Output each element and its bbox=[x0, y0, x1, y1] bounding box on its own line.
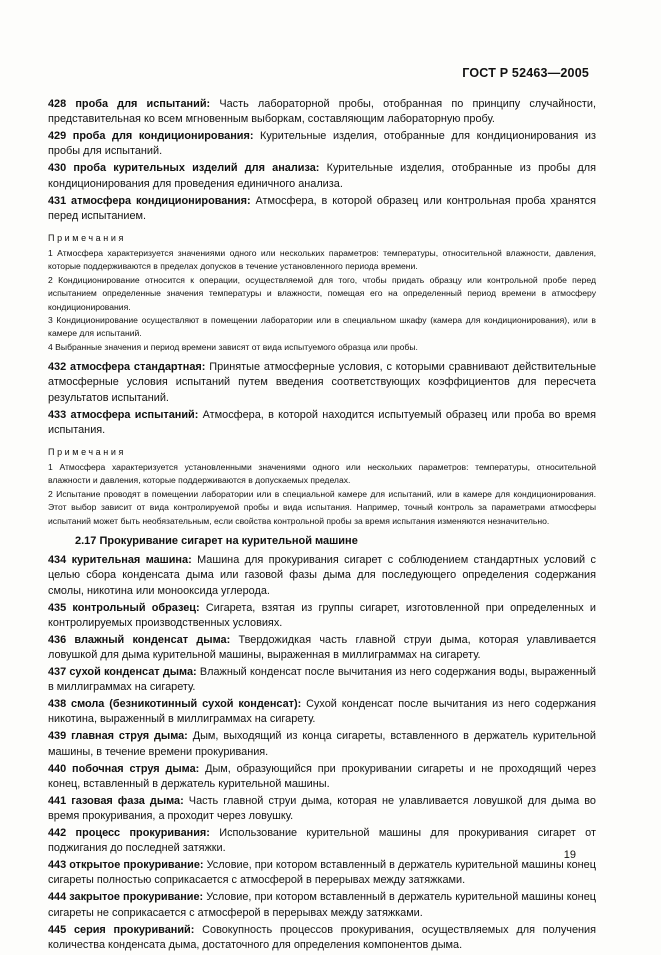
notes-heading: Примечания bbox=[48, 233, 126, 244]
definitions-block-2 bbox=[48, 360, 596, 438]
notes-block-2 bbox=[48, 446, 596, 528]
note-item: 4 Выбранные значения и период времени зависят от вида испытуемого образца или пробы. bbox=[48, 341, 418, 352]
definitions-block-1 bbox=[48, 97, 596, 224]
definition-text: Курительные изделия, отобранные для кондиционирования из пробы для испытаний. bbox=[48, 130, 596, 158]
definition-text: Часть лабораторной пробы, отобранная по принципу случайности, представительная ко всем мгновенным выборкам, составляющим лабораторную пробу. bbox=[48, 98, 596, 126]
definition-text: Сухой конденсат после вычитания из него содержания никотина, выраженный в миллиграммах на сигарету. bbox=[48, 698, 596, 726]
definition-entry bbox=[48, 890, 596, 920]
definition-term: 435 контрольный образец: bbox=[48, 601, 200, 614]
note-item: 1 Атмосфера характеризуется установленными значениями одного или нескольких параметров: температуры, относительной влажности и давления, которые поддерживаются в допускаемых пределах. bbox=[48, 462, 596, 486]
definition-text: Использование курительной машины для прокуривания сигарет от поджигания до последней затяжки. bbox=[48, 826, 596, 855]
definition-entry bbox=[48, 601, 596, 631]
definition-text: Совокупность процессов прокуривания, осуществляемых для получения количества конденсата дыма, достаточного для определения компонентов дыма. bbox=[48, 923, 596, 951]
definition-entry bbox=[48, 697, 596, 727]
definition-term: 438 смола (безникотинный сухой конденсат): bbox=[48, 698, 302, 711]
note-item: 1 Атмосфера характеризуется значениями одного или нескольких параметров: температуры, относительной влажности, давления, которые поддерживаются в пределах допусков в течение установленного периода времени. bbox=[48, 248, 596, 272]
definition-term: 436 влажный конденсат дыма: bbox=[48, 633, 231, 646]
definition-entry bbox=[48, 553, 596, 599]
definition-term: 428 проба для испытаний: bbox=[48, 98, 211, 110]
definition-entry bbox=[48, 923, 596, 953]
definition-entry bbox=[48, 633, 596, 663]
definition-term: 430 проба курительных изделий для анализа: bbox=[48, 162, 320, 175]
definitions-block-3 bbox=[48, 553, 596, 953]
definition-text: Дым, выходящий из конца сигареты, вставленного в держатель курительной машины, в течение времени прокуривания. bbox=[48, 730, 596, 758]
document-header: ГОСТ Р 52463—2005 bbox=[462, 66, 589, 80]
definition-text: Твердожидкая часть главной струи дыма, которая улавливается ловушкой для дыма курительной машины, выраженная в миллиграммах на сигарету. bbox=[48, 633, 596, 661]
definition-term: 443 открытое прокуривание: bbox=[48, 859, 204, 872]
notes-list bbox=[48, 461, 596, 528]
definition-text: Курительные изделия, отобранные из пробы для кондиционирования для проведения единичного анализа. bbox=[48, 162, 597, 190]
notes-list bbox=[48, 247, 596, 354]
definition-term: 442 процесс прокуривания: bbox=[48, 826, 210, 839]
page-number: 19 bbox=[563, 849, 576, 861]
notes-heading: Примечания bbox=[48, 447, 126, 458]
definition-entry bbox=[48, 794, 596, 824]
definition-text: Условие, при котором вставленный в держатель курительной машины конец сигареты не соприкасается с атмосферой в перерывах между затяжками. bbox=[48, 891, 596, 919]
definition-text: Условие, при котором вставленный в держатель курительной машины конец сигареты полностью соприкасается с атмосферой в перерывах между затяжками. bbox=[48, 859, 596, 887]
definition-text: Дым, образующийся при прокуривании сигареты и не проходящий через конец, вставленный в держатель курительной машины. bbox=[48, 762, 596, 790]
definition-term: 432 атмосфера стандартная: bbox=[48, 361, 206, 374]
definition-text: Сигарета, взятая из группы сигарет, изготовленной при определенных и контролируемых производственных условиях. bbox=[48, 601, 596, 629]
definition-term: 445 серия прокуриваний: bbox=[48, 923, 195, 936]
definition-term: 439 главная струя дыма: bbox=[48, 730, 188, 743]
note-item: 2 Кондиционирование относится к операции, осуществляемой для того, чтобы придать образцу или контрольной пробе перед испытанием определенные значения температуры и влажности, помещая его на определенный период времени в атмосферу кондиционирования. bbox=[48, 274, 596, 312]
definition-term: 444 закрытое прокуривание: bbox=[48, 891, 204, 904]
definition-term: 434 курительная машина: bbox=[48, 554, 192, 567]
definition-text: Часть главной струи дыма, которая не улавливается ловушкой для дыма во время прокуривания, а проходит через ловушку. bbox=[48, 794, 596, 822]
definition-term: 437 сухой конденсат дыма: bbox=[48, 665, 197, 678]
definition-entry bbox=[48, 762, 596, 792]
definition-text: Влажный конденсат после вычитания из него содержания воды, выраженный в миллиграммах на сигарету. bbox=[48, 665, 596, 694]
definition-entry bbox=[48, 97, 596, 127]
section-heading: 2.17 Прокуривание сигарет на курительной машине bbox=[75, 535, 358, 548]
definition-term: 431 атмосфера кондиционирования: bbox=[48, 194, 251, 207]
definition-entry bbox=[48, 360, 596, 406]
definition-entry bbox=[48, 665, 596, 695]
definition-entry bbox=[48, 858, 596, 888]
definition-entry bbox=[48, 408, 596, 438]
definition-text: Машина для прокуривания сигарет с соблюдением стандартных условий с целью сбора конденсата дыма или газовой фазы дыма для последующего определения содержания смолы, никотина или монооксида углерода. bbox=[48, 554, 596, 597]
page-content bbox=[48, 97, 596, 955]
definition-term: 429 проба для кондиционирования: bbox=[48, 130, 254, 143]
definition-text: Атмосфера, в которой образец или контрольная проба хранятся перед испытанием. bbox=[48, 194, 597, 222]
definition-text: Принятые атмосферные условия, с которыми сравнивают действительные атмосферные условия испытаний путем введения соответствующих коэффициентов для пересчета результатов испытаний. bbox=[48, 361, 596, 404]
definition-term: 440 побочная струя дыма: bbox=[48, 762, 200, 775]
definition-entry bbox=[48, 729, 596, 759]
definition-term: 433 атмосфера испытаний: bbox=[48, 408, 199, 421]
note-item: 3 Кондиционирование осуществляют в помещении лаборатории или в специальном шкафу (камера для кондиционирования), или в камере для испытаний. bbox=[48, 315, 596, 339]
definition-term: 441 газовая фаза дыма: bbox=[48, 794, 184, 807]
definition-entry bbox=[48, 194, 596, 224]
note-item: 2 Испытание проводят в помещении лаборатории или в специальной камере для испытаний, или в камере для кондиционирования. Этот выбор зависит от вида контролируемой пробы и вида испытания. Например, точный контроль за параметрами атмосферы испытаний может быть необязательным, если свойства контрольной пробы за время испытания изменяются незначительно. bbox=[48, 488, 596, 526]
definition-entry bbox=[48, 129, 596, 159]
definition-text: Атмосфера, в которой находится испытуемый образец или проба во время испытания. bbox=[48, 408, 596, 436]
notes-block-1 bbox=[48, 232, 596, 354]
definition-entry bbox=[48, 161, 596, 191]
definition-entry bbox=[48, 826, 596, 856]
